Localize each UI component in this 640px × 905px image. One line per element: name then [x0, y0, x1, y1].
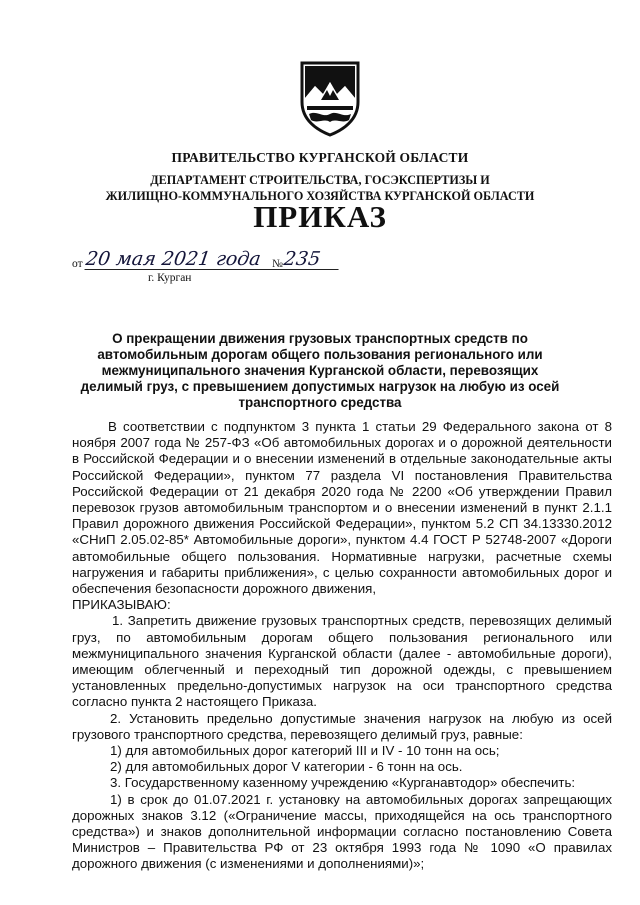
dateline [72, 248, 372, 288]
document-type-title: ПРИКАЗ [253, 199, 387, 234]
city-label: г. Курган [148, 272, 192, 284]
date-prefix-label: от [72, 258, 83, 270]
department-line-2: ЖИЛИЩНО-КОММУНАЛЬНОГО ХОЗЯЙСТВА КУРГАНСКОЙ ОБЛАСТИ [105, 189, 535, 203]
order-subject: О прекращении движения грузовых транспортных средств по автомобильным дорогам общего пользования регионального или межмуниципального значения Курганской области, перевозящих делимый груз, с превышением допустимых нагрузок на любую из осей транспортного средства [80, 331, 560, 410]
order-word: ПРИКАЗЫВАЮ: [72, 597, 171, 613]
number-label: № [272, 258, 283, 270]
preamble-paragraph: В соответствии с подпунктом 3 пункта 1 статьи 29 Федерального закона от 8 ноября 2007 года № 257-ФЗ «Об автомобильных дорогах и о дорожной деятельности в Российской Федерации и о внесении изменений в отдельные законодательные акты Российской Федерации», пунктом 77 раздела VI постановления Правительства Российской Федерации от 21 декабря 2020 года № 2200 «Об утверждении Правил перевозок грузов автомобильным транспортом и о внесении изменений в пункт 2.1.1 Правил дорожного движения Российской Федерации», пунктом 5.2 СП 34.13330.2012 «СНиП 2.05.02-85* Автомобильные дороги», пунктом 4.4 ГОСТ Р 52748-2007 «Дороги автомобильные общего пользования. Нормативные нагрузки, расчетные схемы нагружения и габариты приближения», с целью сохранности автомобильных дорог и обеспечения безопасности дорожного движения, [72, 419, 612, 597]
order-date: 20 мая 2021 года [84, 248, 329, 270]
order-body [72, 419, 612, 873]
item-3-paragraph: 3. Государственному казенному учреждению «Курганавтодор» обеспечить: [110, 775, 576, 791]
item-1-paragraph: 1. Запретить движение грузовых транспортных средств, перевозящих делимый груз, по автомобильным дорогам общего пользования регионального или межмуниципального значения Курганской области (далее - автомобильные дороги), имеющим облегченный и переходный тип дорожной одежды, с превышением установленных предельно-допустимых нагрузок на оси транспортного средства согласно пункта 2 настоящего Приказа. [72, 613, 612, 710]
order-number: 235 [282, 248, 341, 270]
item-2-2-paragraph: 2) для автомобильных дорог V категории - 6 тонн на ось. [110, 759, 463, 775]
government-name: ПРАВИТЕЛЬСТВО КУРГАНСКОЙ ОБЛАСТИ [171, 150, 469, 165]
item-2-1-paragraph: 1) для автомобильных дорог категорий III и IV - 10 тонн на ось; [110, 743, 500, 759]
item-3-1-paragraph: 1) в срок до 01.07.2021 г. установку на автомобильных дорогах запрещающих дорожных знаков 3.12 («Ограничение массы, приходящейся на ось транспортного средства») и знаков дополнительной информации согласно постановлению Совета Министров – Правительства РФ от 23 октября 1993 года № 1090 «О правилах дорожного движения (с изменениями и дополнениями)»; [72, 791, 612, 872]
item-2-paragraph: 2. Установить предельно допустимые значения нагрузок на любую из осей грузового транспортного средства, перевозящего делимый груз, равные: [72, 710, 612, 742]
kurgan-coat-of-arms-icon [299, 60, 361, 138]
department-line-1: ДЕПАРТАМЕНТ СТРОИТЕЛЬСТВА, ГОСЭКСПЕРТИЗЫ И [150, 173, 490, 187]
